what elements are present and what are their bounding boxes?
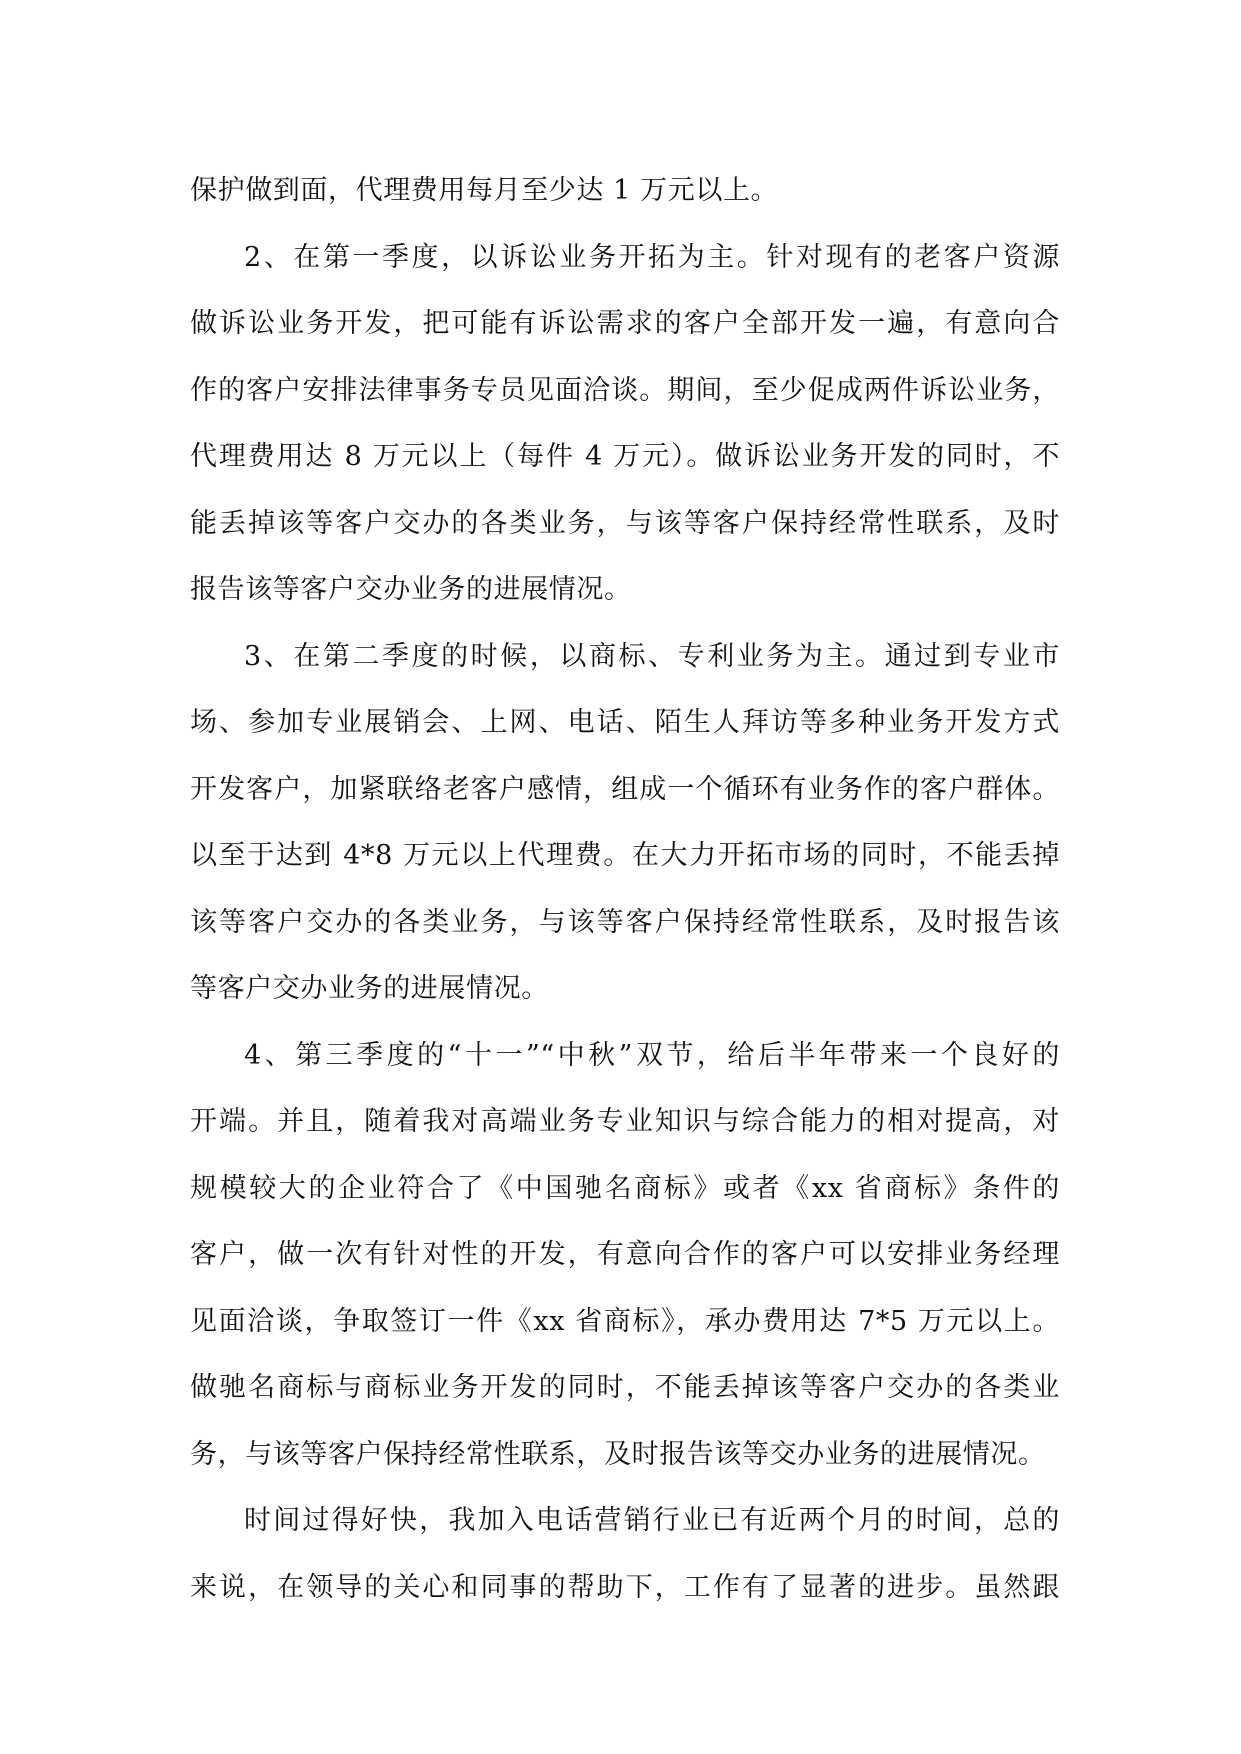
- text-line: 做驰名商标与商标业务开发的同时，不能丢掉该等客户交办的各类业: [190, 1372, 1060, 1403]
- text-line: 4、第三季度的“十一”“中秋”双节，给后半年带来一个良好的: [244, 1039, 1060, 1071]
- text-line: 报告该等客户交办业务的进展情况。: [190, 574, 632, 605]
- text-line: 作的客户安排法律事务专员见面洽谈。期间，至少促成两件诉讼业务，: [190, 374, 1060, 406]
- text-line: 以至于达到 4*8 万元以上代理费。在大力开拓市场的同时，不能丢掉: [190, 840, 1060, 871]
- paragraph-q2: [190, 624, 1060, 1023]
- text-line: 该等客户交办的各类业务，与该等客户保持经常性联系，及时报告该: [190, 906, 1060, 938]
- text-line: 来说，在领导的关心和同事的帮助下，工作有了显著的进步。虽然跟: [190, 1571, 1060, 1603]
- text-line: 时间过得好快，我加入电话营销行业已有近两个月的时间，总的: [244, 1505, 1060, 1536]
- paragraph-q3: [190, 1023, 1060, 1489]
- text-line: 能丢掉该等客户交办的各类业务，与该等客户保持经常性联系，及时: [190, 507, 1060, 539]
- text-line: 开发客户，加紧联络老客户感情，组成一个循环有业务作的客户群体。: [190, 773, 1060, 805]
- text-line: 保护做到面，代理费用每月至少达 1 万元以上。: [190, 175, 779, 206]
- text-line: 代理费用达 8 万元以上（每件 4 万元）。做诉讼业务开发的同时，不: [190, 441, 1060, 472]
- text-line: 场、参加专业展销会、上网、电话、陌生人拜访等多种业务开发方式: [190, 707, 1060, 738]
- text-line: 见面洽谈，争取签订一件《xx 省商标》，承办费用达 7*5 万元以上。: [190, 1305, 1060, 1337]
- text-line: 等客户交办业务的进展情况。: [190, 973, 549, 1004]
- text-line: 做诉讼业务开发，把可能有诉讼需求的客户全部开发一遍，有意向合: [190, 308, 1060, 339]
- paragraph-summary: [190, 1488, 1060, 1621]
- text-line: 开端。并且，随着我对高端业务专业知识与综合能力的相对提高，对: [190, 1106, 1060, 1137]
- paragraph-intro-fragment: [190, 158, 1060, 225]
- text-line: 务，与该等客户保持经常性联系，及时报告该等交办业务的进展情况。: [190, 1438, 1046, 1470]
- paragraph-q1: [190, 225, 1060, 624]
- text-line: 3、在第二季度的时候，以商标、专利业务为主。通过到专业市: [244, 640, 1060, 672]
- text-line: 2、在第一季度，以诉讼业务开拓为主。针对现有的老客户资源: [244, 241, 1060, 273]
- document-body: [190, 158, 1060, 1621]
- text-line: 客户，做一次有针对性的开发，有意向合作的客户可以安排业务经理: [190, 1239, 1060, 1270]
- text-line: 规模较大的企业符合了《中国驰名商标》或者《xx 省商标》条件的: [190, 1172, 1060, 1204]
